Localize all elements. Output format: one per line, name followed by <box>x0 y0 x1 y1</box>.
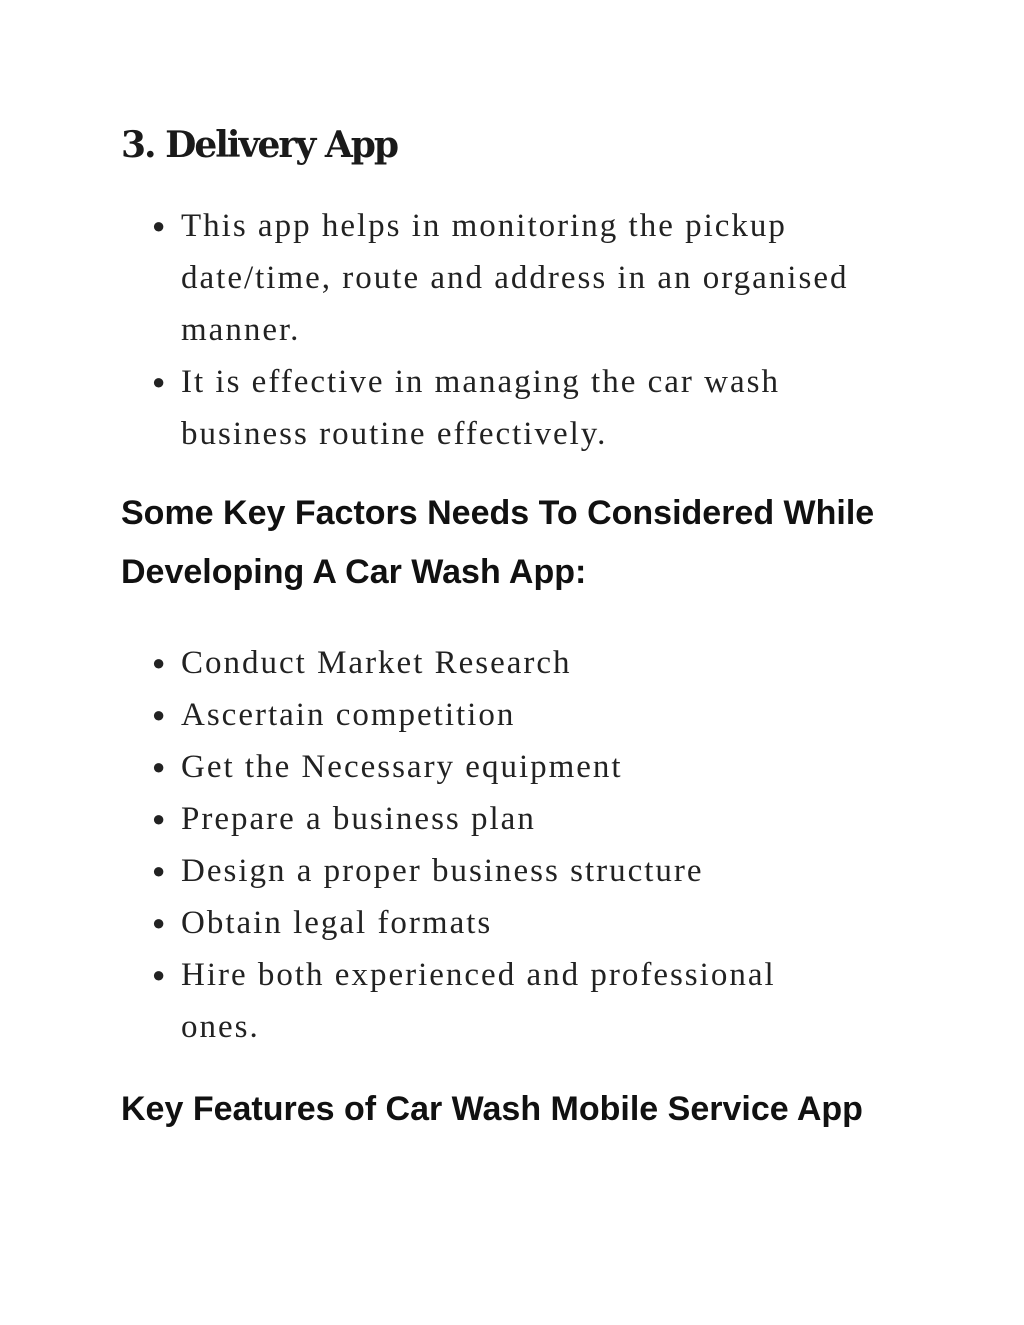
list-item-text: It is effective in managing the car wash business routine effectively. <box>181 364 780 452</box>
list-item <box>152 897 861 949</box>
key-factors-list <box>152 637 861 1053</box>
list-item-text: This app helps in monitoring the pickup date/time, route and address in an organised manner. <box>181 208 849 348</box>
bullet-icon: ● <box>152 213 168 238</box>
list-item-text: Obtain legal formats <box>181 905 493 941</box>
bullet-icon: ● <box>152 806 168 831</box>
list-item <box>152 200 861 356</box>
bullet-icon: ● <box>152 858 168 883</box>
bullet-icon: ● <box>152 754 168 779</box>
list-item-text: Prepare a business plan <box>181 801 536 837</box>
list-item <box>152 845 861 897</box>
delivery-app-list <box>152 200 861 460</box>
bullet-icon: ● <box>152 702 168 727</box>
bullet-icon: ● <box>152 650 168 675</box>
list-item-text: Conduct Market Research <box>181 645 572 681</box>
list-item <box>152 741 861 793</box>
list-item <box>152 356 861 460</box>
list-item-text: Get the Necessary equipment <box>181 749 623 785</box>
list-item <box>152 793 861 845</box>
list-item-text: Design a proper business structure <box>181 853 704 889</box>
list-item <box>152 637 861 689</box>
key-features-heading: Key Features of Car Wash Mobile Service App <box>121 1090 863 1128</box>
bullet-icon: ● <box>152 369 168 394</box>
list-item <box>152 949 861 1053</box>
delivery-app-heading: 3. Delivery App <box>121 124 398 166</box>
list-item-text: Hire both experienced and professional ones. <box>181 957 776 1045</box>
list-item-text: Ascertain competition <box>181 697 516 733</box>
bullet-icon: ● <box>152 910 168 935</box>
list-item <box>152 689 861 741</box>
bullet-icon: ● <box>152 962 168 987</box>
key-factors-heading: Some Key Factors Needs To Considered While Developing A Car Wash App: <box>121 494 875 591</box>
